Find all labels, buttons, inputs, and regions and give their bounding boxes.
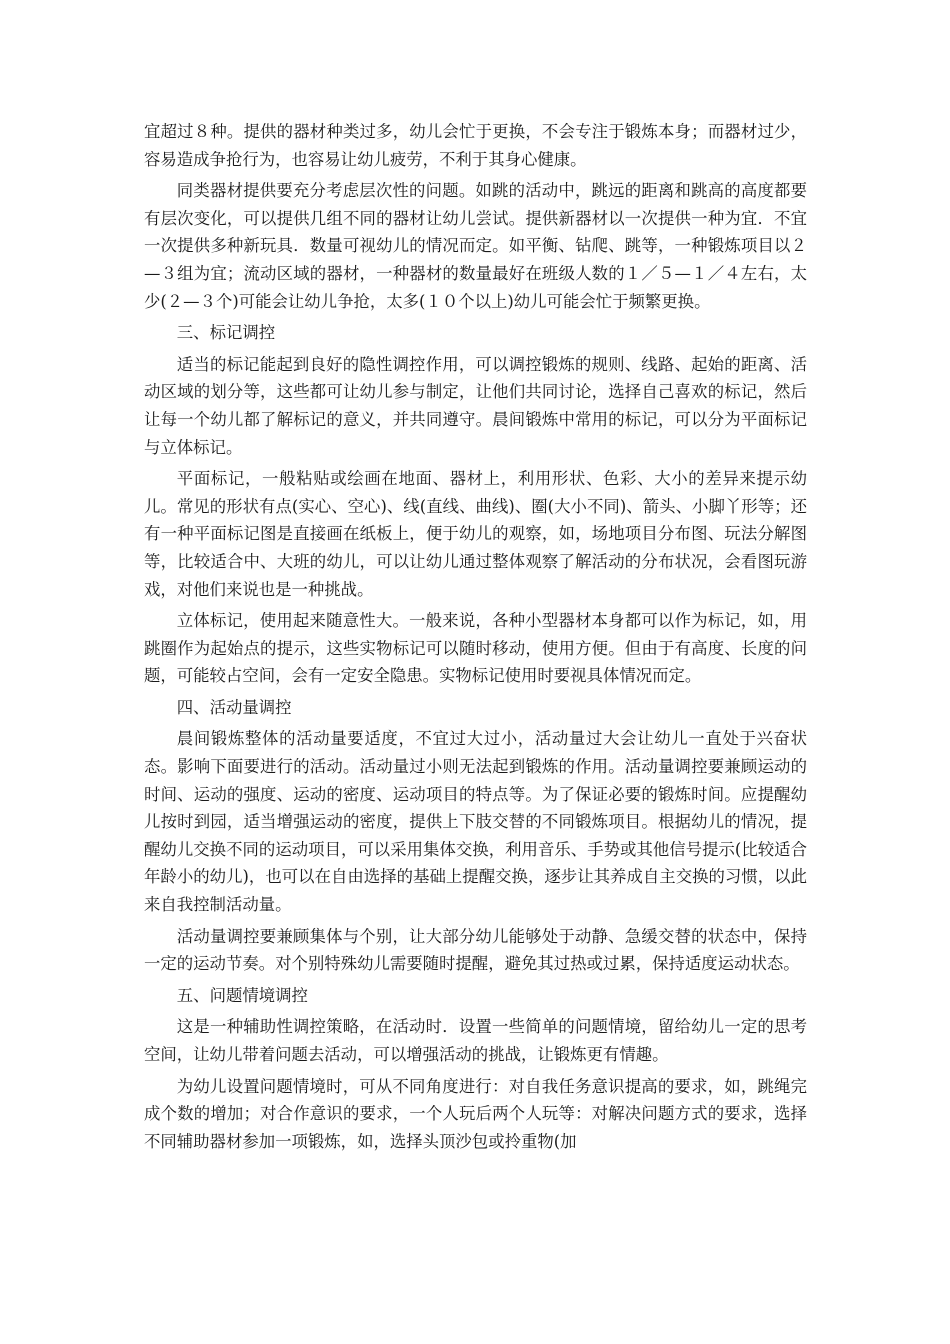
body-paragraph: 立体标记，使用起来随意性大。一般来说，各种小型器材本身都可以作为标记，如，用跳圈作为起始点的提示，这些实物标记可以随时移动，使用方便。但由于有高度、长度的问题，可能较占空间，会有一定安全隐患。实物标记使用时要视具体情况而定。 — [144, 611, 807, 686]
body-paragraph: 适当的标记能起到良好的隐性调控作用，可以调控锻炼的规则、线路、起始的距离、活动区域的划分等，这些都可让幼儿参与制定，让他们共同讨论，选择自己喜欢的标记，然后让每一个幼儿都了解标记的意义，并共同遵守。晨间锻炼中常用的标记，可以分为平面标记与立体标记。 — [144, 354, 807, 457]
section-heading: 五、问题情境调控 — [176, 985, 308, 1005]
section-heading: 三、标记调控 — [176, 323, 276, 343]
body-paragraph: 宜超过８种。提供的器材种类过多，幼儿会忙于更换，不会专注于锻炼本身；而器材过少，容易造成争抢行为，也容易让幼儿疲劳，不利于其身心健康。 — [144, 122, 807, 169]
body-paragraph: 这是一种辅助性调控策略，在活动时．设置一些简单的问题情境，留给幼儿一定的思考空间，让幼儿带着问题去活动，可以增强活动的挑战，让锻炼更有情趣。 — [144, 1017, 807, 1064]
body-paragraph: 活动量调控要兼顾集体与个别，让大部分幼儿能够处于动静、急缓交替的状态中，保持一定的运动节奏。对个别特殊幼儿需要随时提醒，避免其过热或过累，保持适度运动状态。 — [144, 926, 807, 974]
body-paragraph: 为幼儿设置问题情境时，可从不同角度进行：对自我任务意识提高的要求，如，跳绳完成个数的增加；对合作意识的要求，一个人玩后两个人玩等：对解决问题方式的要求，选择不同辅助器材参加一项锻炼，如，选择头顶沙包或拎重物(加 — [144, 1076, 807, 1151]
body-paragraph: 晨间锻炼整体的活动量要适度，不宜过大过小，活动量过大会让幼儿一直处于兴奋状态。影响下面要进行的活动。活动量过小则无法起到锻炼的作用。活动量调控要兼顾运动的时间、运动的强度、运动的密度、运动项目的特点等。为了保证必要的锻炼时间。应提醒幼儿按时到园，适当增强运动的密度，提供上下肢交替的不同锻炼项目。根据幼儿的情况，提醒幼儿交换不同的运动项目，可以采用集体交换，利用音乐、手势或其他信号提示(比较适合年龄小的幼儿)，也可以在自由选择的基础上提醒交换，逐步让其养成自主交换的习惯，以此来自我控制活动量。 — [144, 729, 807, 915]
document-body — [144, 118, 807, 1159]
body-paragraph: 平面标记，一般粘贴或绘画在地面、器材上，利用形状、色彩、大小的差异来提示幼儿。常见的形状有点(实心、空心)、线(直线、曲线)、圈(大小不同)、箭头、小脚丫形等；还有一种平面标记图是直接画在纸板上，便于幼儿的观察，如，场地项目分布图、玩法分解图等，比较适合中、大班的幼儿，可以让幼儿通过整体观察了解活动的分布状况，会看图玩游戏，对他们来说也是一种挑战。 — [144, 469, 807, 599]
body-paragraph: 同类器材提供要充分考虑层次性的问题。如跳的活动中，跳远的距离和跳高的高度都要有层次变化，可以提供几组不同的器材让幼儿尝试。提供新器材以一次提供一种为宜．不宜一次提供多种新玩具．数量可视幼儿的情况而定。如平衡、钻爬、跳等，一种锻炼项目以２—３组为宜；流动区域的器材，一种器材的数量最好在班级人数的１／５—１／４左右，太少(２—３个)可能会让幼儿争抢，太多(１０个以上)幼儿可能会忙于频繁更换。 — [144, 181, 807, 311]
section-heading: 四、活动量调控 — [176, 697, 292, 717]
